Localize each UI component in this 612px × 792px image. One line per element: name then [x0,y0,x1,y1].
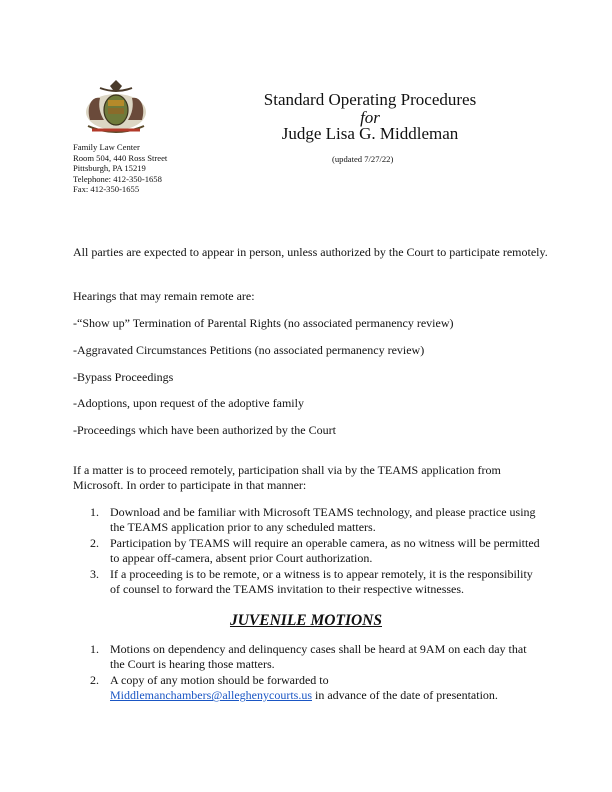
remote-item: -Bypass Proceedings [73,370,174,384]
remote-item: -Adoptions, upon request of the adoptive family [73,396,304,410]
telephone: Telephone: 412-350-1658 [73,173,162,184]
list-number: 1. [90,642,99,656]
fax: Fax: 412-350-1655 [73,184,140,195]
list-item-text: in advance of the date of presentation. [312,688,498,703]
list-item-text: Participation by TEAMS will require an operable camera, as no witness will be permitted to appear off-camera, absent prior Court authorization. [110,535,540,566]
judge-name: Judge Lisa G. Middleman [281,124,459,143]
updated-date: (updated 7/27/22) [332,154,394,164]
chambers-email-link[interactable]: Middlemanchambers@alleghenycourts.us [110,688,312,703]
list-item [73,567,543,598]
title-for: for [360,108,380,127]
address-line: Pittsburgh, PA 15219 [73,163,146,174]
list-item [73,505,543,536]
remote-heading: Hearings that may remain remote are: [73,289,255,303]
remote-item: -Aggravated Circumstances Petitions (no associated permanency review) [73,343,425,357]
list-number: 2. [90,535,99,550]
list-number: 3. [90,566,99,581]
juvenile-steps-list [73,642,543,704]
list-item [73,642,543,673]
address-line: Room 504, 440 Ross Street [73,152,168,163]
list-item [73,536,543,567]
list-item-text: Download and be familiar with Microsoft TEAMS technology, and please practice using the TEAMS application prior to any scheduled matters. [110,505,536,535]
remote-item: -Proceedings which have been authorized by the Court [73,423,336,437]
document-title: Standard Operating Procedures [263,90,477,109]
list-item-text: Motions on dependency and delinquency cases shall be heard at 9AM on each day that the Court is hearing those matters. [110,642,527,672]
list-item-text: A copy of any motion should be forwarded to [110,672,329,687]
juvenile-motions-heading: JUVENILE MOTIONS [229,612,382,629]
intro-paragraph: All parties are expected to appear in person, unless authorized by the Court to participate remotely. [73,245,548,259]
list-item [73,673,543,704]
teams-steps-list [73,505,543,597]
address-line: Family Law Center [73,142,140,152]
list-number: 1. [90,505,99,519]
list-number: 2. [90,672,99,687]
list-item-text: If a proceeding is to be remote, or a witness is to appear remotely, it is the responsibility of counsel to forward the TEAMS invitation to their respective witnesses. [110,566,533,597]
remote-item: -“Show up” Termination of Parental Rights (no associated permanency review) [73,316,454,330]
teams-intro-paragraph: If a matter is to proceed remotely, participation shall via by the TEAMS application from Microsoft. In order to participate in that manner: [73,463,501,493]
